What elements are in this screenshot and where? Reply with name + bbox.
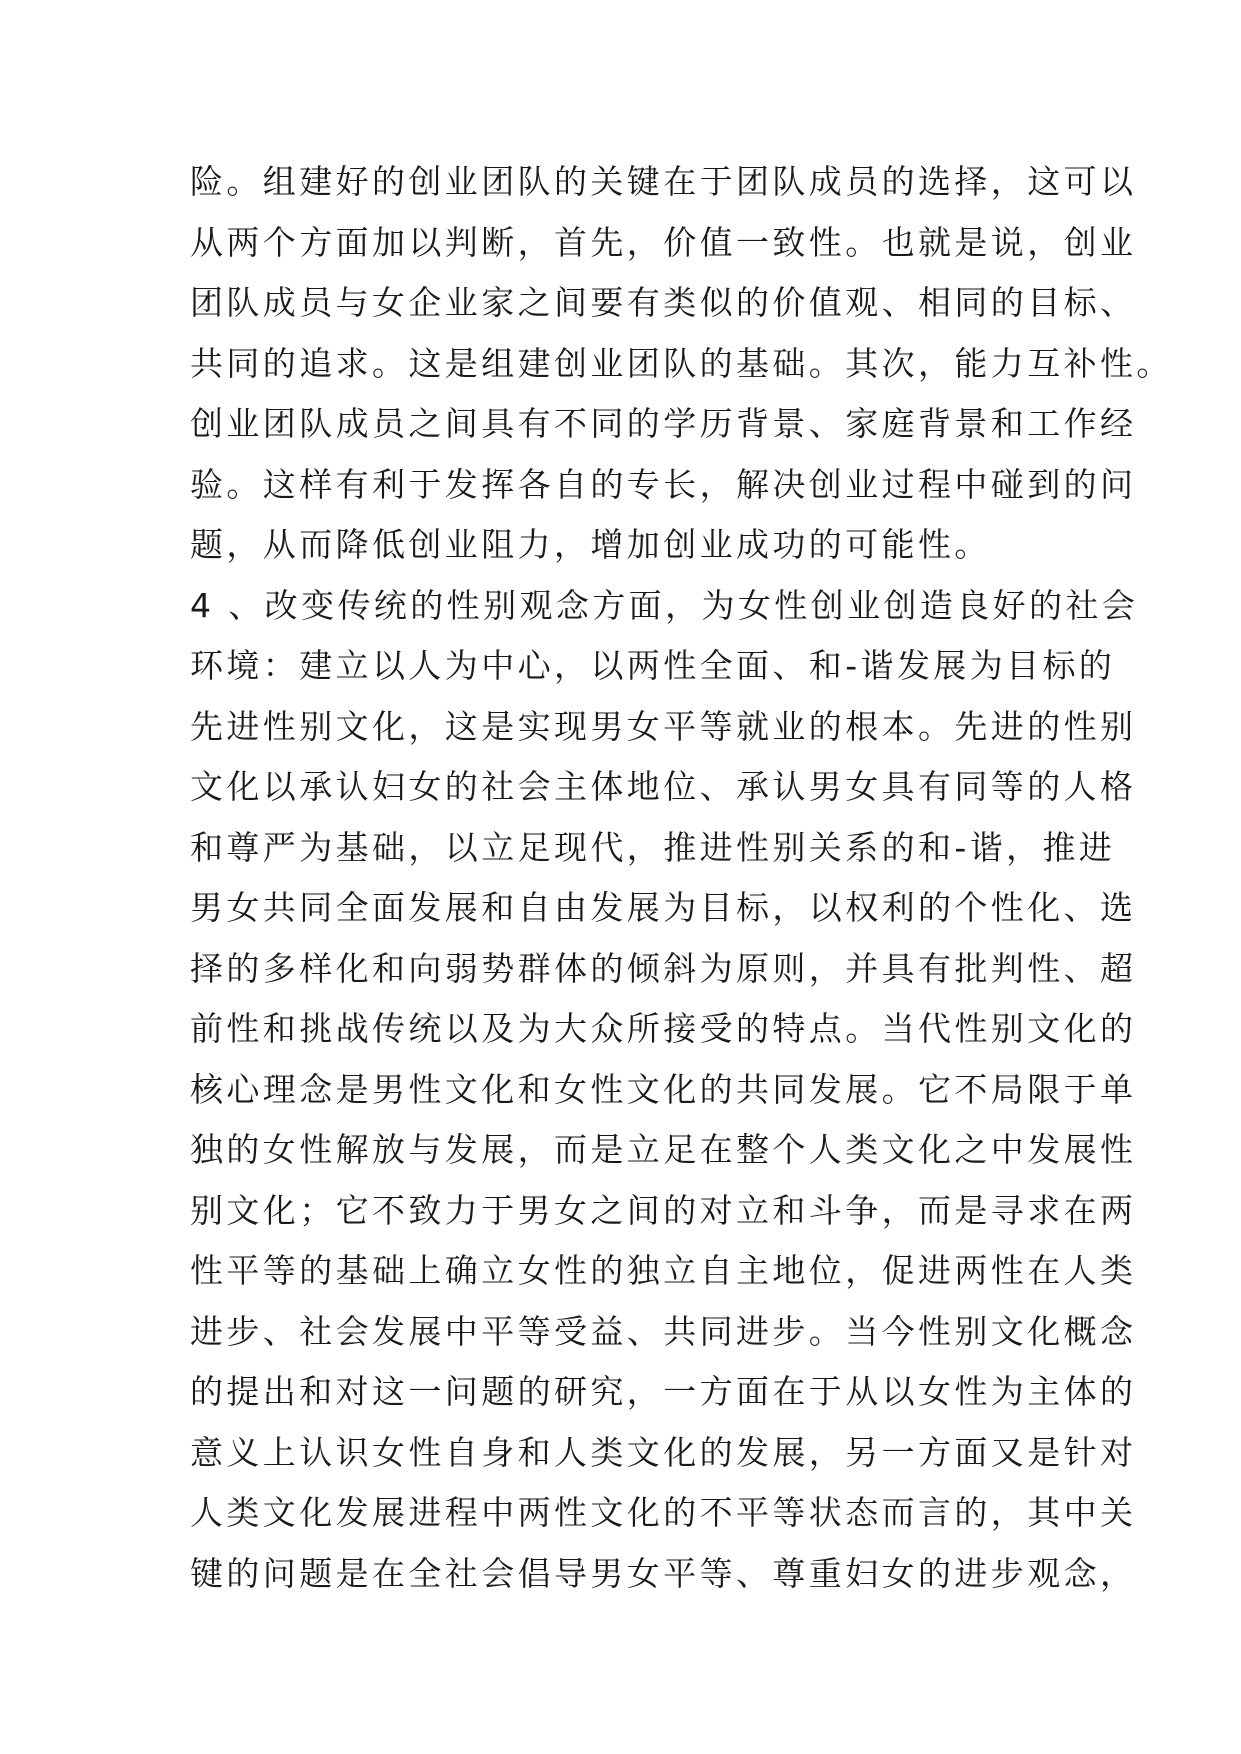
text-line: 险。组建好的创业团队的关键在于团队成员的选择，这可以 bbox=[190, 162, 1137, 201]
text-line: 4 、改变传统的性别观念方面，为女性创业创造良好的社会 bbox=[190, 585, 1139, 625]
text-line: 共同的追求。这是组建创业团队的基础。其次，能力互补性。 bbox=[190, 343, 1173, 383]
text-line: 环境：建立以人为中心，以两性全面、和-谐发展为目标的 bbox=[190, 646, 1116, 685]
text-line: 题，从而降低创业阻力，增加创业成功的可能性。 bbox=[190, 525, 991, 564]
text-line: 择的多样化和向弱势群体的倾斜为原则，并具有批判性、超 bbox=[190, 948, 1137, 988]
text-line: 团队成员与女企业家之间要有类似的价值观、相同的目标、 bbox=[190, 283, 1137, 322]
text-line: 男女共同全面发展和自由发展为目标，以权利的个性化、选 bbox=[190, 888, 1137, 927]
text-line: 人类文化发展进程中两性文化的不平等状态而言的，其中关 bbox=[190, 1493, 1137, 1532]
text-line: 性平等的基础上确立女性的独立自主地位，促进两性在人类 bbox=[190, 1251, 1137, 1290]
text-line: 别文化；它不致力于男女之间的对立和斗争，而是寻求在两 bbox=[190, 1190, 1137, 1230]
text-line: 意义上认识女性自身和人类文化的发展，另一方面又是针对 bbox=[190, 1432, 1137, 1472]
text-line: 验。这样有利于发挥各自的专长，解决创业过程中碰到的问 bbox=[190, 464, 1137, 504]
text-line: 和尊严为基础，以立足现代，推进性别关系的和-谐，推进 bbox=[190, 827, 1116, 867]
text-line: 文化以承认妇女的社会主体地位、承认男女具有同等的人格 bbox=[190, 767, 1137, 806]
text-line: 独的女性解放与发展，而是立足在整个人类文化之中发展性 bbox=[190, 1130, 1137, 1169]
text-line: 创业团队成员之间具有不同的学历背景、家庭背景和工作经 bbox=[190, 404, 1137, 443]
body-text bbox=[190, 152, 1173, 1604]
text-line: 的提出和对这一问题的研究，一方面在于从以女性为主体的 bbox=[190, 1372, 1137, 1411]
text-line: 核心理念是男性文化和女性文化的共同发展。它不局限于单 bbox=[190, 1069, 1137, 1109]
text-line: 进步、社会发展中平等受益、共同进步。当今性别文化概念 bbox=[190, 1311, 1137, 1351]
text-line: 键的问题是在全社会倡导男女平等、尊重妇女的进步观念， bbox=[190, 1553, 1137, 1593]
text-line: 前性和挑战传统以及为大众所接受的特点。当代性别文化的 bbox=[190, 1009, 1137, 1048]
text-line: 从两个方面加以判断，首先，价值一致性。也就是说，创业 bbox=[190, 222, 1137, 262]
text-line: 先进性别文化，这是实现男女平等就业的根本。先进的性别 bbox=[190, 706, 1137, 746]
